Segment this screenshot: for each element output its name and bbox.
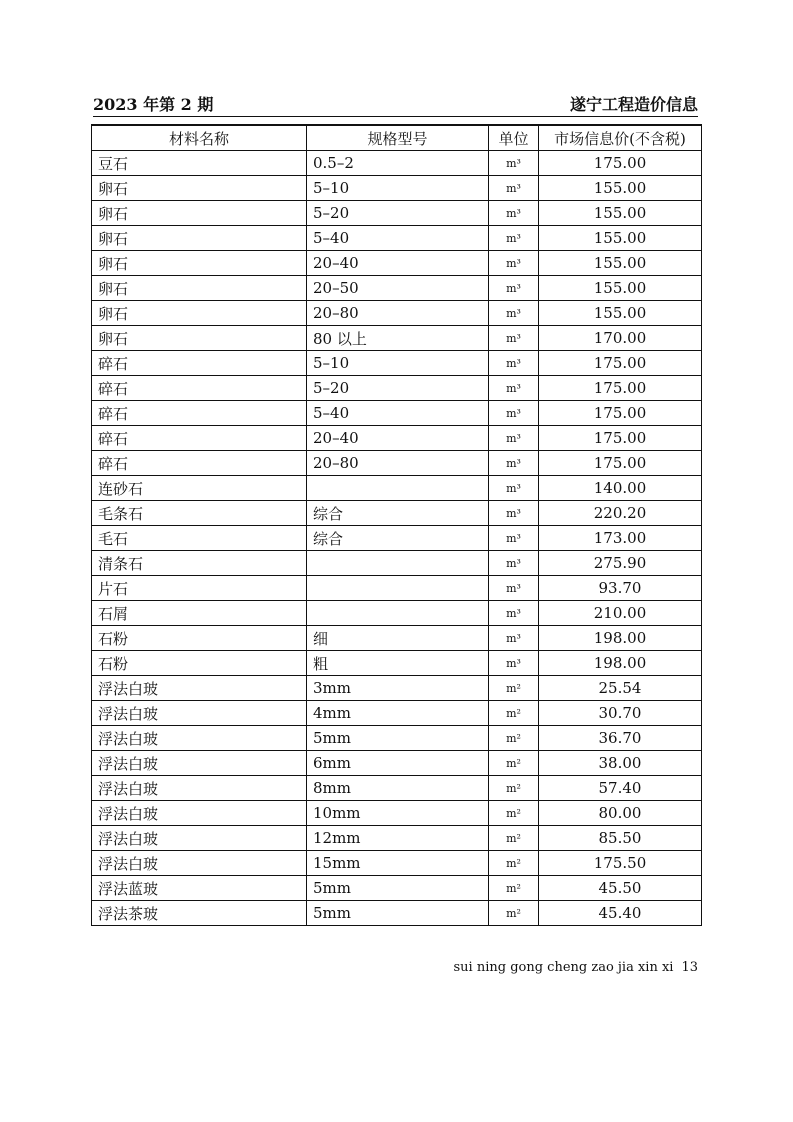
cell-price: 210.00 (539, 601, 702, 626)
cell-unit: m³ (489, 351, 539, 376)
cell-material-name: 浮法蓝玻 (92, 876, 307, 901)
cell-spec: 综合 (307, 526, 489, 551)
cell-material-name: 浮法白玻 (92, 851, 307, 876)
cell-price: 198.00 (539, 651, 702, 676)
cell-unit: m² (489, 876, 539, 901)
cell-price: 38.00 (539, 751, 702, 776)
cell-price: 173.00 (539, 526, 702, 551)
cell-material-name: 石粉 (92, 626, 307, 651)
cell-unit: m² (489, 801, 539, 826)
cell-material-name: 浮法白玻 (92, 801, 307, 826)
cell-price: 93.70 (539, 576, 702, 601)
table-row (92, 301, 702, 326)
cell-unit: m² (489, 701, 539, 726)
cell-unit: m³ (489, 476, 539, 501)
cell-material-name: 卵石 (92, 251, 307, 276)
cell-price: 170.00 (539, 326, 702, 351)
table-row (92, 526, 702, 551)
table-row (92, 651, 702, 676)
cell-spec: 5–40 (307, 226, 489, 251)
cell-spec: 5–10 (307, 351, 489, 376)
cell-material-name: 豆石 (92, 151, 307, 176)
cell-price: 175.50 (539, 851, 702, 876)
table-row (92, 376, 702, 401)
cell-spec: 4mm (307, 701, 489, 726)
cell-material-name: 碎石 (92, 451, 307, 476)
cell-spec: 5mm (307, 726, 489, 751)
cell-material-name: 碎石 (92, 376, 307, 401)
issue-label: 2023 年第 2 期 (93, 95, 214, 114)
cell-unit: m³ (489, 601, 539, 626)
cell-price: 45.50 (539, 876, 702, 901)
cell-material-name: 毛条石 (92, 501, 307, 526)
cell-spec: 12mm (307, 826, 489, 851)
cell-material-name: 浮法白玻 (92, 826, 307, 851)
table-row (92, 201, 702, 226)
table-row (92, 601, 702, 626)
cell-unit: m² (489, 776, 539, 801)
cell-material-name: 碎石 (92, 351, 307, 376)
cell-unit: m³ (489, 226, 539, 251)
cell-spec: 20–80 (307, 451, 489, 476)
table-row (92, 151, 702, 176)
cell-unit: m³ (489, 526, 539, 551)
cell-price: 175.00 (539, 426, 702, 451)
cell-spec: 80 以上 (307, 326, 489, 351)
cell-material-name: 浮法白玻 (92, 676, 307, 701)
cell-unit: m³ (489, 201, 539, 226)
cell-price: 30.70 (539, 701, 702, 726)
col-header-spec: 规格型号 (307, 125, 489, 151)
table-row (92, 826, 702, 851)
cell-unit: m³ (489, 551, 539, 576)
header-rule (93, 116, 698, 117)
page-number: 13 (681, 960, 698, 975)
cell-material-name: 浮法白玻 (92, 701, 307, 726)
cell-price: 85.50 (539, 826, 702, 851)
cell-unit: m² (489, 676, 539, 701)
table-row (92, 576, 702, 601)
cell-spec: 10mm (307, 801, 489, 826)
cell-price: 155.00 (539, 176, 702, 201)
cell-price: 155.00 (539, 201, 702, 226)
cell-unit: m³ (489, 501, 539, 526)
cell-material-name: 浮法白玻 (92, 726, 307, 751)
cell-price: 175.00 (539, 451, 702, 476)
cell-spec: 20–40 (307, 426, 489, 451)
cell-unit: m² (489, 826, 539, 851)
cell-price: 25.54 (539, 676, 702, 701)
cell-spec: 6mm (307, 751, 489, 776)
table-row (92, 701, 702, 726)
cell-spec: 20–40 (307, 251, 489, 276)
cell-unit: m³ (489, 576, 539, 601)
page-footer (454, 960, 699, 975)
table-row (92, 801, 702, 826)
cell-material-name: 卵石 (92, 326, 307, 351)
cell-price: 155.00 (539, 251, 702, 276)
publication-title: 遂宁工程造价信息 (569, 95, 698, 114)
cell-unit: m³ (489, 251, 539, 276)
cell-unit: m³ (489, 451, 539, 476)
cell-spec (307, 476, 489, 501)
table-row (92, 626, 702, 651)
cell-price: 198.00 (539, 626, 702, 651)
cell-spec: 20–50 (307, 276, 489, 301)
cell-unit: m³ (489, 326, 539, 351)
cell-unit: m² (489, 851, 539, 876)
cell-spec: 5–10 (307, 176, 489, 201)
table-row (92, 176, 702, 201)
cell-price: 140.00 (539, 476, 702, 501)
col-header-name: 材料名称 (92, 125, 307, 151)
cell-material-name: 毛石 (92, 526, 307, 551)
table-header-row (92, 125, 702, 151)
table-row (92, 226, 702, 251)
cell-price: 175.00 (539, 401, 702, 426)
cell-unit: m³ (489, 401, 539, 426)
table-row (92, 451, 702, 476)
cell-material-name: 清条石 (92, 551, 307, 576)
cell-material-name: 卵石 (92, 226, 307, 251)
cell-spec (307, 576, 489, 601)
cell-unit: m³ (489, 426, 539, 451)
price-table (91, 124, 702, 926)
table-row (92, 901, 702, 926)
cell-material-name: 连砂石 (92, 476, 307, 501)
cell-unit: m³ (489, 626, 539, 651)
cell-price: 155.00 (539, 301, 702, 326)
table-row (92, 551, 702, 576)
cell-price: 155.00 (539, 276, 702, 301)
cell-unit: m³ (489, 651, 539, 676)
cell-spec: 3mm (307, 676, 489, 701)
cell-spec: 5–20 (307, 201, 489, 226)
cell-spec: 综合 (307, 501, 489, 526)
cell-unit: m³ (489, 376, 539, 401)
cell-unit: m² (489, 751, 539, 776)
cell-material-name: 卵石 (92, 201, 307, 226)
cell-price: 57.40 (539, 776, 702, 801)
page-header (93, 88, 698, 118)
col-header-unit: 单位 (489, 125, 539, 151)
table-row (92, 351, 702, 376)
table-row (92, 251, 702, 276)
cell-price: 155.00 (539, 226, 702, 251)
cell-spec: 细 (307, 626, 489, 651)
footer-pinyin: sui ning gong cheng zao jia xin xi (453, 960, 674, 975)
cell-unit: m² (489, 901, 539, 926)
table-row (92, 726, 702, 751)
cell-price: 275.90 (539, 551, 702, 576)
cell-spec: 0.5–2 (307, 151, 489, 176)
cell-material-name: 卵石 (92, 276, 307, 301)
cell-material-name: 浮法白玻 (92, 751, 307, 776)
cell-unit: m³ (489, 276, 539, 301)
cell-material-name: 卵石 (92, 301, 307, 326)
cell-price: 175.00 (539, 351, 702, 376)
table-row (92, 876, 702, 901)
table-body (92, 151, 702, 926)
cell-material-name: 片石 (92, 576, 307, 601)
table-row (92, 401, 702, 426)
table-row (92, 751, 702, 776)
table-row (92, 501, 702, 526)
cell-spec: 5mm (307, 876, 489, 901)
cell-unit: m³ (489, 151, 539, 176)
cell-spec: 20–80 (307, 301, 489, 326)
cell-spec: 8mm (307, 776, 489, 801)
table-row (92, 776, 702, 801)
cell-material-name: 石粉 (92, 651, 307, 676)
cell-spec: 15mm (307, 851, 489, 876)
cell-spec (307, 601, 489, 626)
cell-material-name: 碎石 (92, 401, 307, 426)
table-row (92, 276, 702, 301)
cell-spec (307, 551, 489, 576)
cell-price: 175.00 (539, 376, 702, 401)
cell-material-name: 卵石 (92, 176, 307, 201)
cell-spec: 5mm (307, 901, 489, 926)
cell-material-name: 浮法白玻 (92, 776, 307, 801)
table-row (92, 851, 702, 876)
cell-spec: 5–40 (307, 401, 489, 426)
cell-spec: 5–20 (307, 376, 489, 401)
cell-material-name: 石屑 (92, 601, 307, 626)
cell-spec: 粗 (307, 651, 489, 676)
cell-price: 45.40 (539, 901, 702, 926)
cell-material-name: 浮法茶玻 (92, 901, 307, 926)
cell-material-name: 碎石 (92, 426, 307, 451)
cell-unit: m² (489, 726, 539, 751)
cell-price: 175.00 (539, 151, 702, 176)
cell-price: 80.00 (539, 801, 702, 826)
table-row (92, 326, 702, 351)
col-header-price: 市场信息价(不含税) (539, 125, 702, 151)
table-row (92, 426, 702, 451)
cell-price: 220.20 (539, 501, 702, 526)
table-row (92, 676, 702, 701)
cell-unit: m³ (489, 176, 539, 201)
cell-unit: m³ (489, 301, 539, 326)
table-row (92, 476, 702, 501)
cell-price: 36.70 (539, 726, 702, 751)
